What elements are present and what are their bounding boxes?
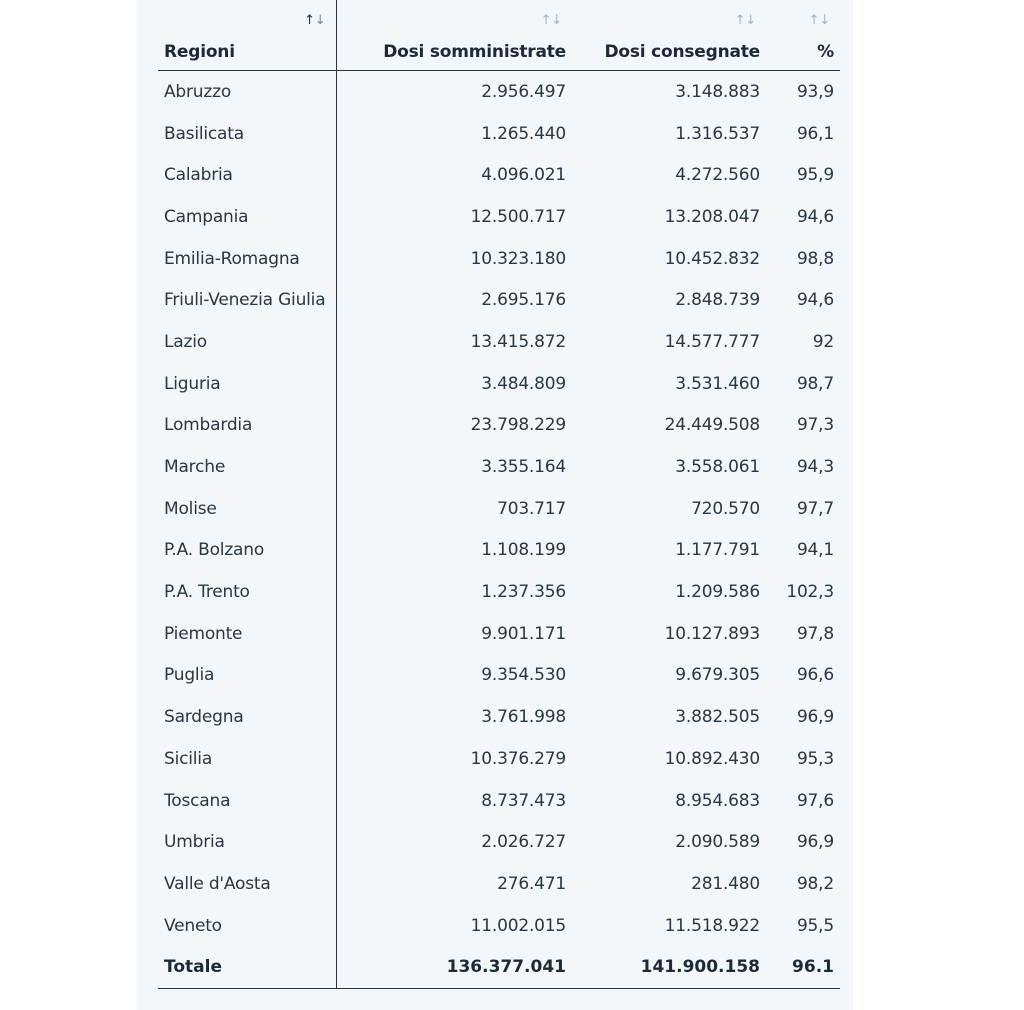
delivered-cell: 8.954.683 — [675, 790, 760, 811]
region-cell: Molise — [158, 488, 336, 530]
percent-cell: 98,2 — [796, 873, 834, 894]
delivered-cell: 1.209.586 — [675, 582, 760, 603]
region-cell: Liguria — [158, 363, 336, 405]
total-administered: 136.377.041 — [336, 946, 572, 989]
table-row — [158, 738, 840, 780]
administered-cell: 1.265.440 — [481, 123, 566, 144]
column-header-percent[interactable] — [766, 0, 840, 71]
percent-cell: 96,9 — [796, 707, 834, 728]
percent-cell: 95,5 — [796, 915, 834, 936]
region-cell: Abruzzo — [158, 71, 336, 113]
region-cell: Lombardia — [158, 405, 336, 447]
percent-cell: 102,3 — [786, 582, 834, 603]
header-row — [158, 0, 840, 71]
region-cell: Toscana — [158, 780, 336, 822]
column-header-administered[interactable] — [336, 0, 572, 71]
administered-cell: 10.376.279 — [470, 748, 566, 769]
delivered-cell: 281.480 — [691, 873, 760, 894]
delivered-cell: 3.148.883 — [675, 81, 760, 102]
percent-cell: 96,1 — [796, 123, 834, 144]
percent-cell: 97,8 — [796, 623, 834, 644]
region-cell: Piemonte — [158, 613, 336, 655]
delivered-cell: 9.679.305 — [675, 665, 760, 686]
region-cell: Calabria — [158, 154, 336, 196]
table-row — [158, 488, 840, 530]
table-row — [158, 71, 840, 113]
delivered-cell: 1.316.537 — [675, 123, 760, 144]
administered-cell: 276.471 — [497, 873, 566, 894]
table-row — [158, 571, 840, 613]
administered-cell: 11.002.015 — [470, 915, 566, 936]
total-label: Totale — [158, 946, 336, 989]
delivered-cell: 10.127.893 — [664, 623, 760, 644]
table-footer — [158, 946, 840, 989]
total-percent: 96.1 — [766, 946, 840, 989]
percent-cell: 97,7 — [796, 498, 834, 519]
administered-cell: 10.323.180 — [470, 248, 566, 269]
total-row — [158, 946, 840, 989]
delivered-cell: 2.090.589 — [675, 832, 760, 853]
administered-cell: 2.956.497 — [481, 81, 566, 102]
sort-icon[interactable]: ↑↓ — [808, 13, 830, 28]
region-cell: Basilicata — [158, 113, 336, 155]
table-row — [158, 696, 840, 738]
percent-cell: 94,6 — [796, 290, 834, 311]
percent-cell: 94,3 — [796, 457, 834, 478]
administered-cell: 3.761.998 — [481, 707, 566, 728]
vaccine-doses-table — [158, 0, 840, 989]
administered-cell: 4.096.021 — [481, 165, 566, 186]
table-row — [158, 530, 840, 572]
table-row — [158, 321, 840, 363]
table-row — [158, 613, 840, 655]
percent-cell: 98,7 — [796, 373, 834, 394]
percent-cell: 94,6 — [796, 206, 834, 227]
percent-cell: 95,3 — [796, 748, 834, 769]
percent-cell: 98,8 — [796, 248, 834, 269]
administered-cell: 1.108.199 — [481, 540, 566, 561]
percent-cell: 92 — [812, 331, 834, 352]
table-row — [158, 405, 840, 447]
table-row — [158, 363, 840, 405]
table-row — [158, 113, 840, 155]
delivered-cell: 3.882.505 — [675, 707, 760, 728]
percent-cell: 96,9 — [796, 832, 834, 853]
table-row — [158, 196, 840, 238]
total-delivered: 141.900.158 — [572, 946, 766, 989]
column-header-label: Dosi consegnate — [604, 42, 760, 62]
administered-cell: 2.695.176 — [481, 290, 566, 311]
administered-cell: 3.484.809 — [481, 373, 566, 394]
table-row — [158, 780, 840, 822]
percent-cell: 94,1 — [796, 540, 834, 561]
delivered-cell: 10.452.832 — [664, 248, 760, 269]
delivered-cell: 24.449.508 — [664, 415, 760, 436]
sort-icon[interactable]: ↑↓ — [540, 13, 562, 28]
percent-cell: 97,3 — [796, 415, 834, 436]
table-header — [158, 0, 840, 71]
region-cell: Emilia-Romagna — [158, 238, 336, 280]
region-cell: Lazio — [158, 321, 336, 363]
region-cell: Sardegna — [158, 696, 336, 738]
column-header-label: Regioni — [164, 42, 235, 62]
administered-cell: 8.737.473 — [481, 790, 566, 811]
table-row — [158, 821, 840, 863]
delivered-cell: 1.177.791 — [675, 540, 760, 561]
percent-cell: 93,9 — [796, 81, 834, 102]
percent-cell: 97,6 — [796, 790, 834, 811]
delivered-cell: 720.570 — [691, 498, 760, 519]
table-row — [158, 655, 840, 697]
table-row — [158, 154, 840, 196]
table-row — [158, 863, 840, 905]
percent-cell: 96,6 — [796, 665, 834, 686]
column-header-label: Dosi somministrate — [383, 42, 566, 62]
administered-cell: 23.798.229 — [470, 415, 566, 436]
region-cell: Umbria — [158, 821, 336, 863]
administered-cell: 3.355.164 — [481, 457, 566, 478]
delivered-cell: 2.848.739 — [675, 290, 760, 311]
delivered-cell: 4.272.560 — [675, 165, 760, 186]
region-cell: Valle d'Aosta — [158, 863, 336, 905]
delivered-cell: 3.558.061 — [675, 457, 760, 478]
region-cell: Campania — [158, 196, 336, 238]
table-row — [158, 446, 840, 488]
column-header-label: % — [817, 42, 834, 62]
delivered-cell: 11.518.922 — [664, 915, 760, 936]
region-cell: Veneto — [158, 905, 336, 947]
sort-icon[interactable]: ↑↓ — [734, 13, 756, 28]
administered-cell: 703.717 — [497, 498, 566, 519]
delivered-cell: 10.892.430 — [664, 748, 760, 769]
administered-cell: 2.026.727 — [481, 832, 566, 853]
table-panel — [137, 0, 853, 1010]
table-row — [158, 905, 840, 947]
table-body — [158, 71, 840, 947]
column-header-region[interactable] — [158, 0, 336, 71]
column-header-delivered[interactable] — [572, 0, 766, 71]
administered-cell: 12.500.717 — [470, 206, 566, 227]
administered-cell: 9.901.171 — [481, 623, 566, 644]
administered-cell: 13.415.872 — [470, 331, 566, 352]
delivered-cell: 13.208.047 — [664, 206, 760, 227]
region-cell: Puglia — [158, 655, 336, 697]
region-cell: P.A. Trento — [158, 571, 336, 613]
delivered-cell: 14.577.777 — [664, 331, 760, 352]
sort-icon[interactable]: ↑↓ — [304, 13, 326, 28]
delivered-cell: 3.531.460 — [675, 373, 760, 394]
region-cell: Marche — [158, 446, 336, 488]
table-row — [158, 238, 840, 280]
administered-cell: 1.237.356 — [481, 582, 566, 603]
percent-cell: 95,9 — [796, 165, 834, 186]
region-cell: P.A. Bolzano — [158, 530, 336, 572]
region-cell: Friuli-Venezia Giulia — [158, 279, 336, 321]
region-cell: Sicilia — [158, 738, 336, 780]
administered-cell: 9.354.530 — [481, 665, 566, 686]
table-row — [158, 279, 840, 321]
